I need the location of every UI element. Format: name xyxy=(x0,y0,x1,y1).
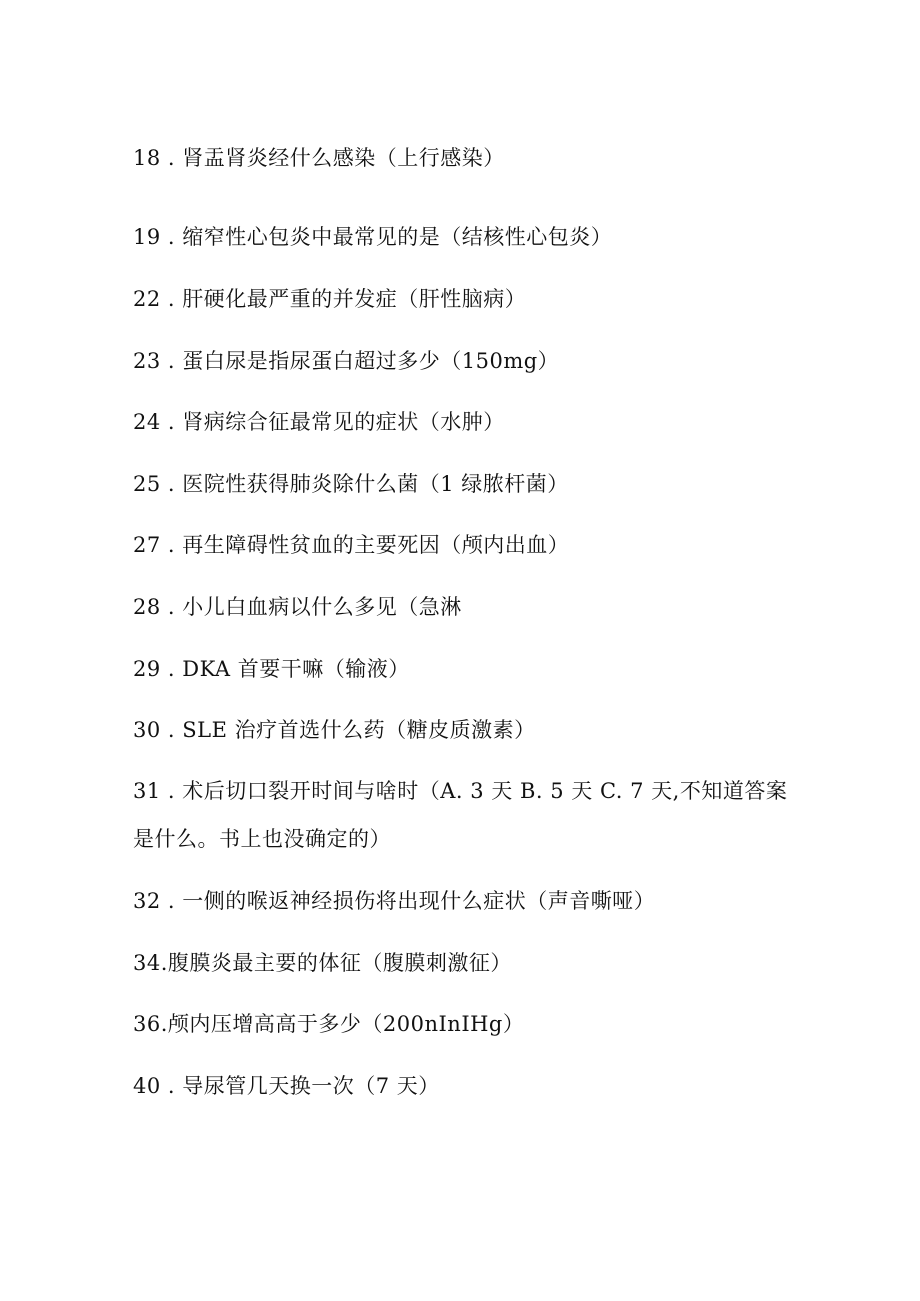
question-line-31: 31 . 术后切口裂开时间与啥时（A. 3 天 B. 5 天 C. 7 天,不知道答案是什么。书上也没确定的） xyxy=(133,779,788,851)
question-line-27: 27 . 再生障碍性贫血的主要死因（颅内出血） xyxy=(133,533,570,557)
question-line-25: 25 . 医院性获得肺炎除什么菌（1 绿脓杆菌） xyxy=(133,472,569,496)
question-line-22: 22 . 肝硬化最严重的并发症（肝性脑病） xyxy=(133,287,527,311)
question-line-23: 23 . 蛋白尿是指尿蛋白超过多少（150mg） xyxy=(133,349,560,373)
question-line-19: 19 . 缩窄性心包炎中最常见的是（结核性心包炎） xyxy=(133,225,613,249)
question-line-24: 24 . 肾病综合征最常见的症状（水肿） xyxy=(133,410,505,434)
question-line-18: 18 . 肾盂肾炎经什么感染（上行感染） xyxy=(133,146,505,170)
question-line-34: 34.腹膜炎最主要的体征（腹膜刺激征） xyxy=(133,951,512,975)
question-line-40: 40 . 导尿管几天换一次（7 天） xyxy=(133,1074,440,1098)
question-line-32: 32 . 一侧的喉返神经损伤将出现什么症状（声音嘶哑） xyxy=(133,889,656,913)
question-line-30: 30 . SLE 治疗首选什么药（糖皮质激素） xyxy=(133,718,536,742)
question-line-28: 28 . 小儿白血病以什么多见（急淋 xyxy=(133,595,462,619)
question-line-29: 29 . DKA 首要干嘛（输液） xyxy=(133,657,410,681)
question-line-36: 36.颅内压增高高于多少（200nInIHg） xyxy=(133,1012,525,1036)
